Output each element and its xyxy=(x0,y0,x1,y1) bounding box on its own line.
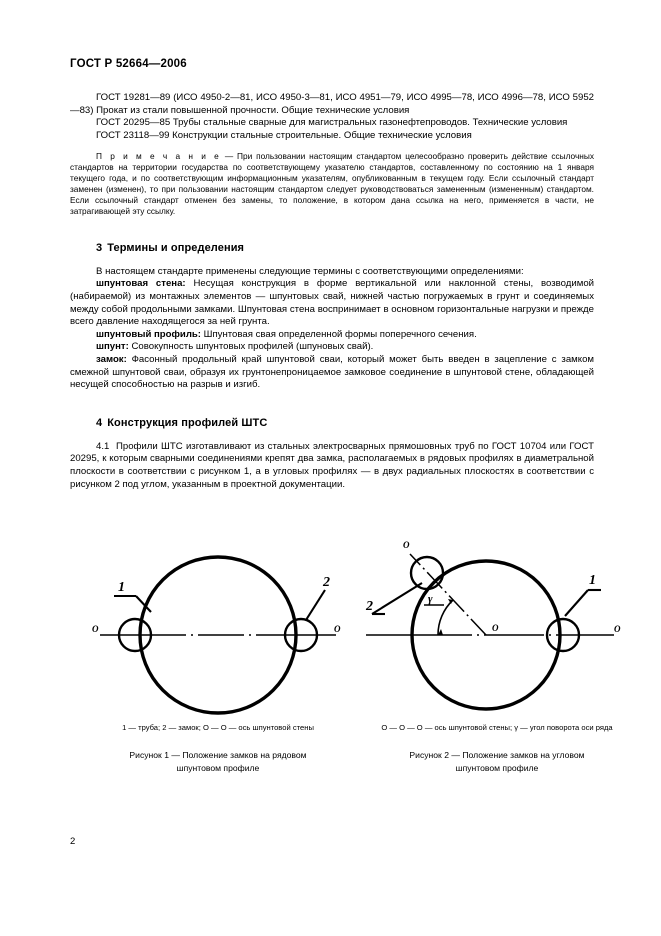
page-content xyxy=(70,58,594,491)
figure-2-caption-line-2: шпунтовом профиле xyxy=(455,762,539,773)
clause-4-1 xyxy=(70,441,594,491)
clause-4-1-number: 4.1 xyxy=(96,440,110,452)
figure-2-legend: О — О — О — ось шпунтовой стены; γ — угол поворота оси ряда xyxy=(381,723,613,732)
figure-2-svg xyxy=(352,528,642,718)
callout-1-leader xyxy=(565,590,588,616)
clause-4-1-text: Профили ШТС изготавливают из стальных электросварных прямошовных труб по ГОСТ 10704 или ГОСТ 20295, к которым сварными соединениями крепят два замка, располагаемых в рядовых профилях в диаметральной плоскости в соответствии с рисунком 1, а в угловых профилях — в двух радиальных плоскостях в соответствии с рисунком 2 под углом, указанным в проектной документации. xyxy=(70,440,594,490)
figure-2-drawing xyxy=(352,528,642,718)
reference-note xyxy=(70,151,594,216)
section-number-3: 3 xyxy=(96,241,103,254)
figure-1-callout-2-label: 2 xyxy=(323,575,330,590)
figure-2 xyxy=(352,528,642,774)
section-number-4: 4 xyxy=(96,416,103,429)
terms-intro: В настоящем стандарте применены следующие термины с соответствующими определениями: xyxy=(96,265,524,277)
figure-2-caption-line-1: Рисунок 2 — Положение замков на угловом xyxy=(409,750,585,760)
callout-2-leader xyxy=(306,590,325,620)
figure-1-caption xyxy=(78,749,358,774)
reference-gost-23118: ГОСТ 23118—99 Конструкции стальные строительные. Общие технические условия xyxy=(96,129,472,141)
note-label: П р и м е ч а н и е xyxy=(96,151,221,162)
figure-1-axis-label-right: О xyxy=(334,624,341,634)
callout-2-leader xyxy=(372,583,422,614)
figure-2-callout-1-label: 1 xyxy=(589,573,596,588)
page-number: 2 xyxy=(70,836,76,847)
figure-1-drawing xyxy=(78,528,358,718)
figure-1-svg xyxy=(78,528,358,718)
term-wall xyxy=(70,278,594,328)
section-title-3: Термины и определения xyxy=(107,241,245,254)
term-sheet-pile-definition: Совокупность шпунтовых профилей (шпуновых свай). xyxy=(128,341,374,353)
reference-gost-19281: ГОСТ 19281—89 (ИСО 4950-2—81, ИСО 4950-3—81, ИСО 4951—79, ИСО 4995—78, ИСО 4996—78, ИСО 5952—83) Прокат из стали повышенной прочности. Общие технические условия xyxy=(70,92,594,116)
figure-1-axis-label-left: О xyxy=(92,624,99,634)
figure-2-axis-label-right: О xyxy=(614,624,621,634)
section-heading-construction xyxy=(70,417,594,429)
figure-1 xyxy=(78,528,358,774)
term-lock-label: замок: xyxy=(96,353,127,365)
term-profile xyxy=(70,329,594,342)
term-profile-label: шпунтовый профиль: xyxy=(96,328,202,340)
note-body: — При пользовании настоящим стандартом целесообразно проверить действие ссылочных стандартов на территории государства по соответствующему указателю стандартов, составленному по состоянию на 1 января текущего года, и по соответствующим информационным указателям, опубликованным в текущем году. Если ссылочный стандарт заменен (изменен), то при пользовании настоящим стандартом следует руководствоваться замененным (измененным) стандартом. Если ссылочный стандарт отменен без замены, то положение, в котором дана ссылка на него, применяется в части, не затрагивающей эту ссылку. xyxy=(70,151,594,216)
term-profile-definition: Шпунтовая свая определенной формы поперечного сечения. xyxy=(201,328,477,340)
section-heading-terms xyxy=(70,242,594,254)
figure-2-angle-label: γ xyxy=(428,593,433,605)
figure-2-axis-label-center: О xyxy=(492,623,499,633)
section-title-4: Конструкция профилей ШТС xyxy=(107,416,268,429)
reference-gost-20295: ГОСТ 20295—85 Трубы стальные сварные для магистральных газонефтепроводов. Технические условия xyxy=(96,117,568,129)
figure-2-axis-label-top: О xyxy=(403,540,410,550)
term-sheet-pile xyxy=(70,341,594,354)
figure-1-caption-line-1: Рисунок 1 — Положение замков на рядовом xyxy=(129,750,307,760)
figure-1-caption-line-2: шпунтовом профиле xyxy=(176,762,260,773)
term-wall-definition: Несущая конструкция в форме вертикальной или наклонной стены, возводимой (набираемой) из монтажных элементов — шпунтовых свай, нижней частью погружаемых в грунт и соединяемых между собой продольными замками. Шпунтовая стена воспринимает в основном горизонтальные нагрузки и прежде всего давление находящегося за ней грунта. xyxy=(70,278,595,328)
axis-rotated xyxy=(410,554,486,635)
term-lock-definition: Фасонный продольный край шпунтовой сваи, который может быть введен в зацепление с замком смежной шпунтовой сваи, образуя их грунтонепроницаемое замковое соединение в шпунтовой стене, обладающей несущей способностью на разрыв и изгиб. xyxy=(70,353,594,391)
term-wall-label: шпунтовая стена: xyxy=(96,278,186,290)
term-lock xyxy=(70,354,594,392)
figure-1-legend: 1 — труба; 2 — замок; О — О — ось шпунтовой стены xyxy=(122,723,314,732)
figure-2-caption xyxy=(352,749,642,774)
document-header: ГОСТ Р 52664—2006 xyxy=(70,58,187,70)
figure-2-callout-2-label: 2 xyxy=(366,599,373,614)
term-sheet-pile-label: шпунт: xyxy=(96,341,129,353)
figure-1-callout-1-label: 1 xyxy=(118,580,125,595)
